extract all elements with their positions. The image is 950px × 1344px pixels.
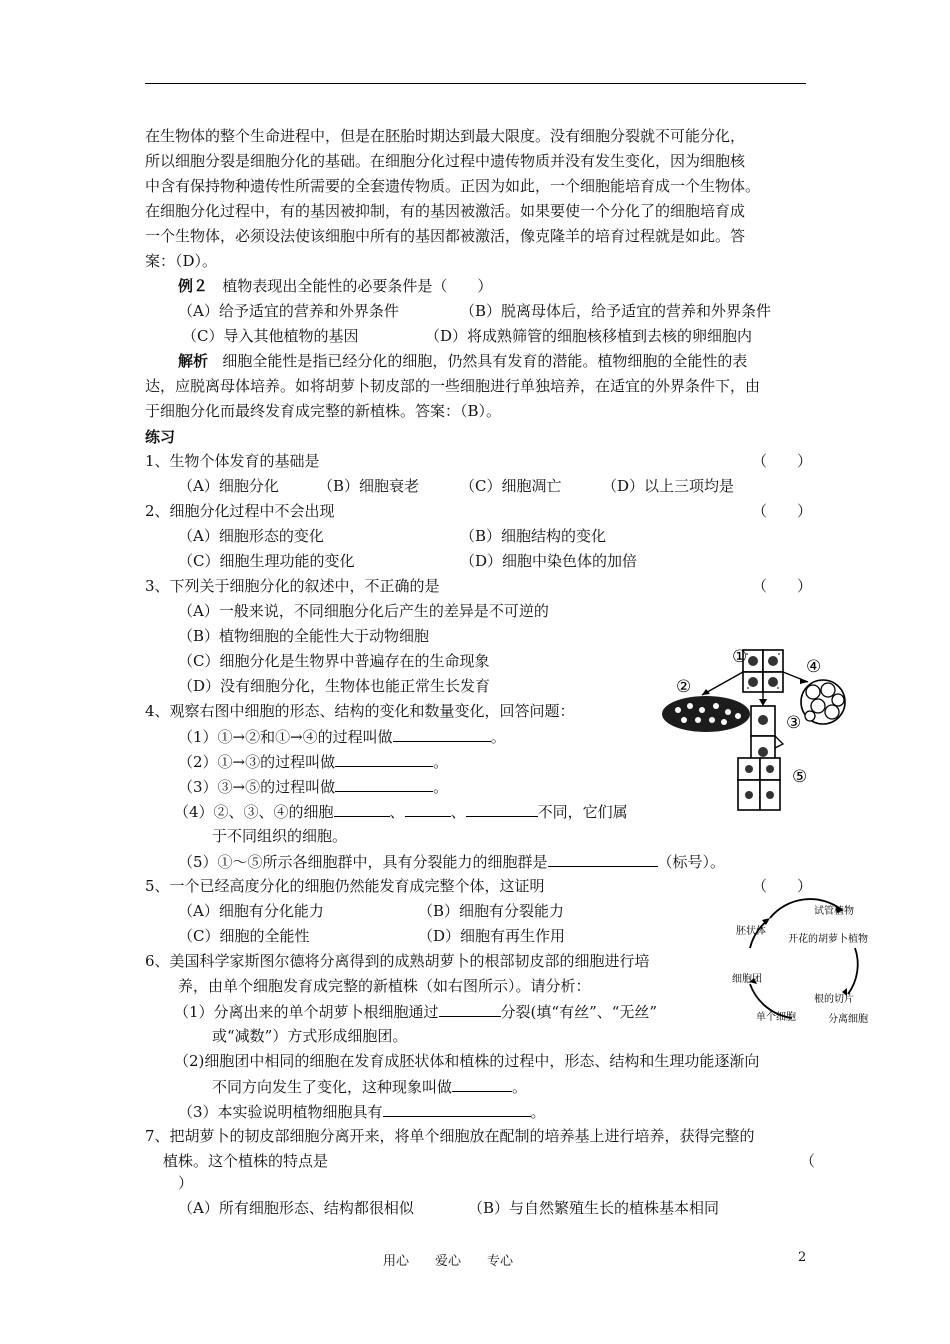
- prompt: （2）①→③的过程叫做: [178, 753, 336, 771]
- option: （B）与自然繁殖生长的植株基本相同: [468, 1199, 720, 1217]
- figure-label: ⑤: [792, 767, 808, 787]
- option: （B）细胞衰老: [318, 477, 420, 495]
- question-5: 5、一个已经高度分化的细胞仍然能发育成完整个体，这证明: [145, 877, 545, 895]
- text-line: 植株。这个植株的特点是: [163, 1152, 329, 1170]
- option: （A）细胞分化: [178, 477, 279, 495]
- text-line: 达，应脱离母体培养。如将胡萝卜韧皮部的一些细胞进行单独培养，在适宜的外界条件下，由: [145, 377, 761, 395]
- practice-heading: 练习: [145, 428, 176, 446]
- text-line: 在生物体的整个生命进程中，但是在胚胎时期达到最大限度。没有细胞分裂就不可能分化，: [145, 127, 746, 145]
- text-line: 或“减数”）方式形成细胞团。: [212, 1027, 408, 1045]
- answer-bracket: （ ）: [752, 577, 813, 595]
- option: （C）细胞凋亡: [460, 477, 562, 495]
- analysis-text: 细胞全能性是指已经分化的细胞，仍然具有发育的潜能。植物细胞的全能性的表: [222, 352, 748, 370]
- option: （A）一般来说，不同细胞分化后产生的差异是不可逆的: [178, 602, 549, 620]
- option: （D）没有细胞分化，生物体也能正常生长发育: [178, 677, 491, 695]
- question-4-3: [178, 776, 448, 797]
- figure-label: 根的切片: [814, 994, 854, 1005]
- answer-bracket: （: [800, 1152, 816, 1170]
- figure-label: 开花的胡萝卜植物: [788, 934, 868, 945]
- period: 。: [433, 778, 449, 796]
- question-6-3: [178, 1101, 546, 1122]
- option: （C）细胞的全能性: [178, 927, 310, 945]
- figure-label: 分离细胞: [828, 1014, 868, 1025]
- option: （D）细胞有再生作用: [418, 927, 566, 945]
- option: （B）细胞有分裂能力: [418, 902, 565, 920]
- prompt: （5）①～⑤所示各细胞群中，具有分裂能力的细胞群是: [178, 853, 548, 871]
- question-4-2: [178, 751, 448, 772]
- figure-label: 单个细胞: [756, 1012, 796, 1023]
- question-6-2: （2)细胞团中相同的细胞在发育成胚状体和植株的过程中，形态、结构和生理功能逐渐向: [174, 1052, 760, 1070]
- period: 。: [530, 1103, 546, 1121]
- answer-bracket: （ ）: [752, 877, 813, 895]
- carrot-cloning-cycle-figure: [730, 898, 880, 1030]
- option: （B）植物细胞的全能性大于动物细胞: [178, 627, 430, 645]
- option: （A）所有细胞形态、结构都很相似: [178, 1199, 414, 1217]
- figure-label: ③: [786, 713, 802, 733]
- prompt-end: 分裂(填“有丝”、“无丝”: [500, 1003, 658, 1021]
- prompt-end: （标号）。: [657, 853, 726, 871]
- question-1: 1、生物个体发育的基础是: [145, 452, 320, 470]
- figure-label: ②: [676, 677, 692, 697]
- option-a: （A）给予适宜的营养和外界条件: [178, 302, 399, 320]
- option-b: （B）脱离母体后，给予适宜的营养和外界条件: [460, 302, 772, 320]
- page-footer: 用心 爱心 专心: [383, 1254, 514, 1269]
- text-line: 在细胞分化过程中，有的基因被抑制，有的基因被激活。如果要使一个分化了的细胞培育成: [145, 202, 746, 220]
- example-2: [178, 276, 492, 296]
- question-4-1: [178, 726, 506, 747]
- answer-bracket: （ ）: [752, 502, 813, 520]
- question-4-4: [174, 801, 628, 822]
- option-c: （C）导入其他植物的基因: [182, 327, 359, 345]
- prompt-end: 不同，它们属: [537, 803, 628, 821]
- analysis-line: [178, 351, 747, 371]
- cell-differentiation-figure: [658, 640, 850, 820]
- text-line: 于细胞分化而最终发育成完整的新植株。答案：（B）。: [145, 402, 502, 420]
- question-4-5: [178, 851, 725, 872]
- answer-blank[interactable]: [383, 1101, 531, 1117]
- header-rule: [145, 83, 806, 84]
- figure-label: ①: [732, 647, 748, 667]
- answer-blank[interactable]: [335, 751, 433, 767]
- question-3: 3、下列关于细胞分化的叙述中，不正确的是: [145, 577, 440, 595]
- answer-bracket: ）: [178, 1174, 194, 1192]
- prompt: （3）③→⑤的过程叫做: [178, 778, 336, 796]
- text-line: [212, 1076, 527, 1097]
- answer-blank[interactable]: [405, 801, 451, 817]
- separator: 、: [389, 803, 405, 821]
- text-line: 一个生物体，必须设法使该细胞中所有的基因都被激活，像克隆羊的培育过程就是如此。答: [145, 227, 746, 245]
- option: （D）细胞中染色体的加倍: [460, 552, 638, 570]
- prompt: （4）②、③、④的细胞: [174, 803, 334, 821]
- answer-blank[interactable]: [452, 1076, 512, 1092]
- question-7: 7、把胡萝卜的韧皮部细胞分离开来，将单个细胞放在配制的培养基上进行培养，获得完整的: [145, 1127, 755, 1145]
- text-line: 养，由单个细胞发育成完整的新植株（如右图所示）。请分析：: [178, 977, 591, 995]
- option: （A）细胞形态的变化: [178, 527, 324, 545]
- figure-label: 细胞团: [732, 974, 762, 985]
- answer-blank[interactable]: [548, 851, 658, 867]
- option: （D）以上三项均是: [602, 477, 735, 495]
- figure-label: 胚状体: [736, 926, 766, 937]
- period: 。: [433, 753, 449, 771]
- answer-blank[interactable]: [439, 1001, 501, 1017]
- answer-bracket: （ ）: [752, 452, 813, 470]
- period: 。: [512, 1078, 528, 1096]
- figure-label: 试管植物: [814, 906, 854, 917]
- text-line: 于不同组织的细胞。: [212, 827, 348, 845]
- question-4: 4、观察右图中细胞的形态、结构的变化和数量变化，回答问题：: [145, 702, 575, 720]
- answer-blank[interactable]: [334, 801, 390, 817]
- page-number: 2: [798, 1250, 807, 1265]
- option-d: （D）将成熟筛管的细胞核移植到去核的卵细胞内: [425, 327, 753, 345]
- example-label: 例２: [178, 277, 209, 295]
- period: 。: [490, 728, 506, 746]
- option: （B）细胞结构的变化: [460, 527, 607, 545]
- analysis-label: 解析: [178, 352, 209, 370]
- question-6-1: [174, 1001, 657, 1022]
- text-line: 所以细胞分裂是细胞分化的基础。在细胞分化过程中遗传物质并没有发生变化，因为细胞核: [145, 152, 746, 170]
- prompt: （3）本实验说明植物细胞具有: [178, 1103, 383, 1121]
- text-line: 案：（D）。: [145, 252, 218, 270]
- text-line: 中含有保持物种遗传性所需要的全套遗传物质。正因为如此，一个细胞能培育成一个生物体。: [145, 177, 761, 195]
- example-question: 植物表现出全能性的必要条件是（ ）: [222, 277, 493, 295]
- option: （C）细胞生理功能的变化: [178, 552, 355, 570]
- prompt: 不同方向发生了变化，这种现象叫做: [212, 1078, 453, 1096]
- prompt: （1）①→②和①→④的过程叫做: [178, 728, 393, 746]
- option: （C）细胞分化是生物界中普遍存在的生命现象: [178, 652, 490, 670]
- answer-blank[interactable]: [393, 726, 491, 742]
- figure-label: ④: [806, 657, 822, 677]
- question-2: 2、细胞分化过程中不会出现: [145, 502, 335, 520]
- answer-blank[interactable]: [466, 801, 538, 817]
- option: （A）细胞有分化能力: [178, 902, 324, 920]
- separator: 、: [450, 803, 466, 821]
- question-6: 6、美国科学家斯图尔德将分离得到的成熟胡萝卜的根部韧皮部的细胞进行培: [145, 952, 650, 970]
- prompt: （1）分离出来的单个胡萝卜根细胞通过: [174, 1003, 439, 1021]
- answer-blank[interactable]: [335, 776, 433, 792]
